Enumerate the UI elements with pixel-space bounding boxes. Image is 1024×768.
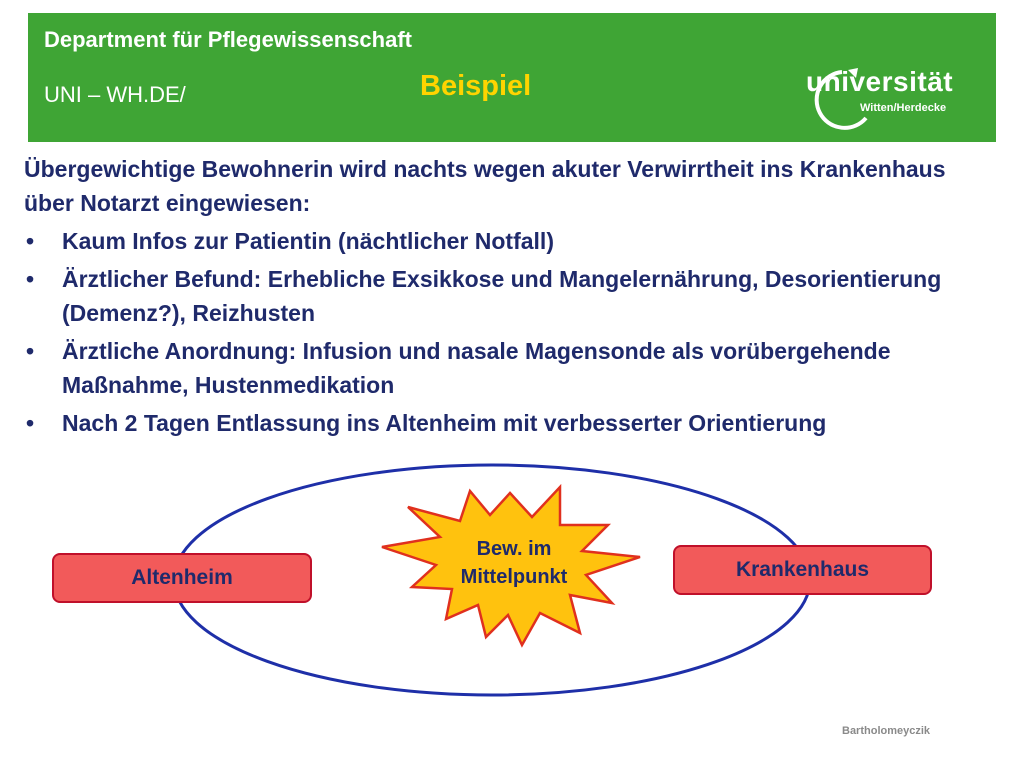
bullet-icon: • bbox=[26, 410, 35, 436]
slide-body bbox=[24, 152, 984, 440]
list-item-text: Kaum Infos zur Patientin (nächtlicher Notfall) bbox=[62, 228, 554, 254]
slide-title: Beispiel bbox=[420, 70, 532, 102]
list-item bbox=[24, 262, 984, 330]
department-name: Department für Pflegewissenschaft bbox=[44, 27, 412, 52]
university-logo bbox=[806, 66, 966, 138]
list-item bbox=[24, 334, 984, 402]
logo-subtitle: Witten/Herdecke bbox=[860, 102, 947, 114]
list-item-text: Nach 2 Tagen Entlassung ins Altenheim mit verbesserter Orientierung bbox=[62, 410, 827, 436]
krankenhaus-box: Krankenhaus bbox=[673, 545, 932, 595]
bullet-list bbox=[24, 224, 984, 440]
care-diagram bbox=[0, 455, 1024, 700]
bullet-icon: • bbox=[26, 228, 35, 254]
logo-wordmark: universität bbox=[806, 66, 954, 97]
center-label-line2: Mittelpunkt bbox=[460, 566, 568, 588]
author-credit: Bartholomeyczik bbox=[842, 725, 931, 737]
list-item bbox=[24, 406, 984, 440]
list-item-text: Ärztliche Anordnung: Infusion und nasale Magensonde als vorübergehende Maßnahme, Hustenmedikation bbox=[62, 338, 891, 398]
bullet-icon: • bbox=[26, 266, 35, 292]
list-item bbox=[24, 224, 984, 258]
bullet-icon: • bbox=[26, 338, 35, 364]
altenheim-box: Altenheim bbox=[52, 553, 312, 603]
center-label-line1: Bew. im bbox=[476, 538, 552, 560]
center-label bbox=[444, 535, 584, 591]
list-item-text: Ärztlicher Befund: Erhebliche Exsikkose und Mangelernährung, Desorientierung (Demenz?), Reizhusten bbox=[62, 266, 942, 326]
intro-text: Übergewichtige Bewohnerin wird nachts wegen akuter Verwirrtheit ins Krankenhaus über Notarzt eingewiesen: bbox=[24, 156, 946, 216]
website-url: UNI – WH.DE/ bbox=[44, 82, 186, 107]
